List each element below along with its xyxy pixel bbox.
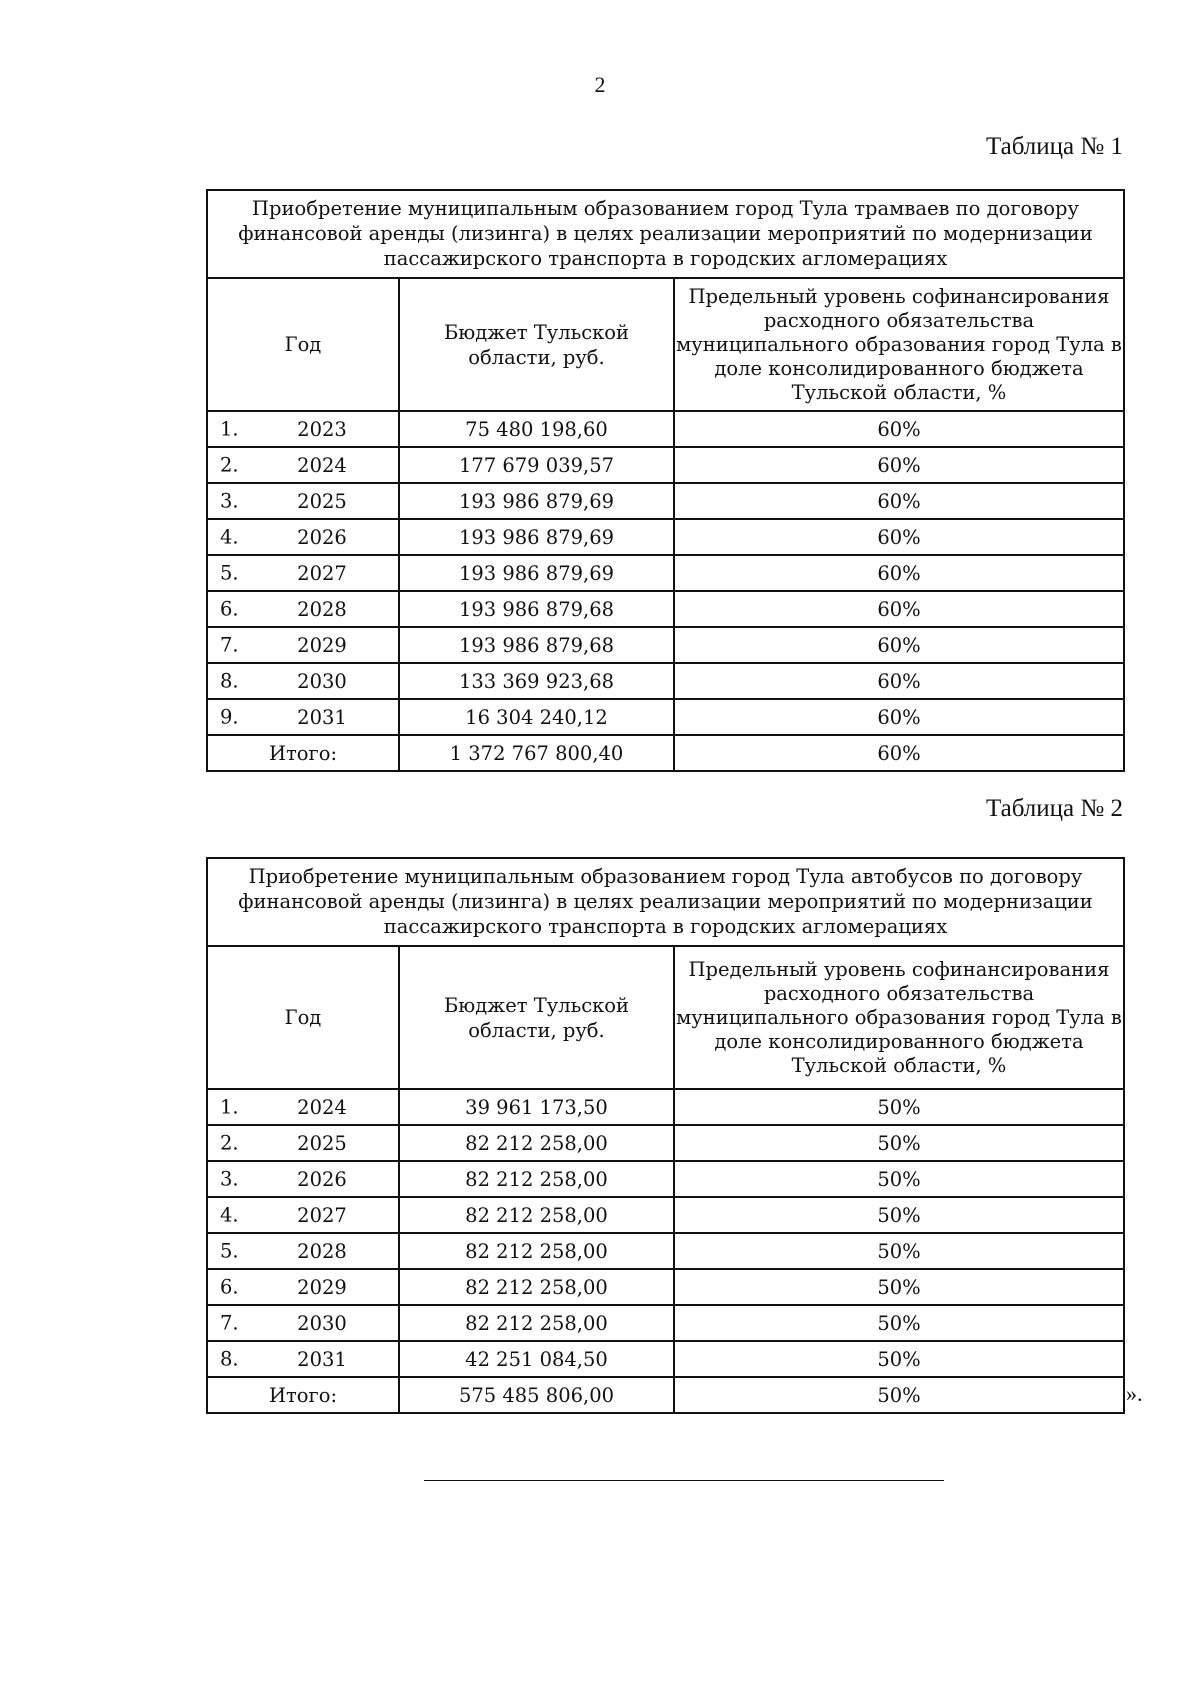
table-1-tram-leasing <box>206 189 1125 772</box>
row-number: 1. <box>220 417 239 441</box>
row-number: 2. <box>220 1131 239 1155</box>
rate-cell: 50% <box>674 1125 1124 1161</box>
table-row <box>207 519 1124 555</box>
table-row <box>207 1089 1124 1125</box>
rate-cell: 60% <box>674 591 1124 627</box>
budget-cell: 82 212 258,00 <box>399 1197 674 1233</box>
rate-cell: 50% <box>674 1233 1124 1269</box>
year-cell <box>207 519 399 555</box>
table-2-caption: Таблица № 2 <box>985 795 1123 822</box>
table-row <box>207 1269 1124 1305</box>
row-year: 2025 <box>297 1131 347 1155</box>
total-label: Итого: <box>207 735 399 771</box>
year-cell <box>207 1125 399 1161</box>
budget-cell: 75 480 198,60 <box>399 411 674 447</box>
row-year: 2028 <box>297 597 347 621</box>
row-number: 8. <box>220 669 239 693</box>
header-budget: Бюджет Тульской области, руб. <box>399 946 674 1089</box>
row-year: 2024 <box>297 1095 347 1119</box>
year-cell <box>207 591 399 627</box>
total-budget: 1 372 767 800,40 <box>399 735 674 771</box>
row-number: 4. <box>220 1203 239 1227</box>
table-row <box>207 1197 1124 1233</box>
row-year: 2027 <box>297 1203 347 1227</box>
rate-cell: 50% <box>674 1197 1124 1233</box>
total-rate: 50% <box>674 1377 1124 1413</box>
budget-cell: 177 679 039,57 <box>399 447 674 483</box>
year-cell <box>207 1161 399 1197</box>
budget-cell: 82 212 258,00 <box>399 1305 674 1341</box>
row-year: 2030 <box>297 1311 347 1335</box>
budget-cell: 133 369 923,68 <box>399 663 674 699</box>
row-number: 6. <box>220 1275 239 1299</box>
year-cell <box>207 447 399 483</box>
row-year: 2031 <box>297 705 347 729</box>
year-cell <box>207 1269 399 1305</box>
row-number: 5. <box>220 561 239 585</box>
budget-cell: 16 304 240,12 <box>399 699 674 735</box>
year-cell <box>207 483 399 519</box>
row-year: 2030 <box>297 669 347 693</box>
table-body <box>207 411 1124 771</box>
row-number: 8. <box>220 1347 239 1371</box>
table-row <box>207 1305 1124 1341</box>
table-row <box>207 411 1124 447</box>
year-cell <box>207 1197 399 1233</box>
total-row <box>207 735 1124 771</box>
table-row <box>207 447 1124 483</box>
end-divider-line <box>424 1480 944 1481</box>
table-row <box>207 1161 1124 1197</box>
budget-cell: 82 212 258,00 <box>399 1269 674 1305</box>
page-number: 2 <box>594 72 606 97</box>
row-number: 9. <box>220 705 239 729</box>
rate-cell: 60% <box>674 699 1124 735</box>
row-year: 2029 <box>297 633 347 657</box>
year-cell <box>207 627 399 663</box>
budget-cell: 193 986 879,69 <box>399 555 674 591</box>
row-number: 1. <box>220 1095 239 1119</box>
closing-quote: ». <box>1126 1381 1143 1406</box>
year-cell <box>207 1305 399 1341</box>
year-cell <box>207 663 399 699</box>
row-number: 2. <box>220 453 239 477</box>
budget-cell: 39 961 173,50 <box>399 1089 674 1125</box>
budget-cell: 82 212 258,00 <box>399 1233 674 1269</box>
row-year: 2027 <box>297 561 347 585</box>
row-year: 2031 <box>297 1347 347 1371</box>
table-body <box>207 1089 1124 1413</box>
row-number: 5. <box>220 1239 239 1263</box>
budget-cell: 82 212 258,00 <box>399 1125 674 1161</box>
table-row <box>207 591 1124 627</box>
table-row <box>207 1125 1124 1161</box>
total-rate: 60% <box>674 735 1124 771</box>
table-row <box>207 1341 1124 1377</box>
budget-cell: 193 986 879,69 <box>399 483 674 519</box>
header-year: Год <box>207 278 399 411</box>
table-row <box>207 483 1124 519</box>
header-rate: Предельный уровень софинансирования расходного обязательства муниципального образования город Тула в доле консолидированного бюджета Тульской области, % <box>674 278 1124 411</box>
table-row <box>207 699 1124 735</box>
rate-cell: 50% <box>674 1089 1124 1125</box>
rate-cell: 50% <box>674 1269 1124 1305</box>
total-row <box>207 1377 1124 1413</box>
row-year: 2024 <box>297 453 347 477</box>
table-row <box>207 627 1124 663</box>
rate-cell: 60% <box>674 555 1124 591</box>
header-year: Год <box>207 946 399 1089</box>
row-year: 2025 <box>297 489 347 513</box>
total-label: Итого: <box>207 1377 399 1413</box>
budget-cell: 42 251 084,50 <box>399 1341 674 1377</box>
row-year: 2028 <box>297 1239 347 1263</box>
table-row <box>207 663 1124 699</box>
row-year: 2026 <box>297 1167 347 1191</box>
rate-cell: 60% <box>674 447 1124 483</box>
rate-cell: 60% <box>674 519 1124 555</box>
budget-cell: 193 986 879,68 <box>399 591 674 627</box>
row-number: 7. <box>220 1311 239 1335</box>
rate-cell: 50% <box>674 1305 1124 1341</box>
row-year: 2029 <box>297 1275 347 1299</box>
rate-cell: 60% <box>674 411 1124 447</box>
row-number: 3. <box>220 1167 239 1191</box>
year-cell <box>207 411 399 447</box>
table-1-caption: Таблица № 1 <box>985 133 1123 160</box>
total-budget: 575 485 806,00 <box>399 1377 674 1413</box>
year-cell <box>207 699 399 735</box>
table-row <box>207 555 1124 591</box>
year-cell <box>207 1089 399 1125</box>
row-year: 2023 <box>297 417 347 441</box>
budget-cell: 82 212 258,00 <box>399 1161 674 1197</box>
table-2-bus-leasing <box>206 857 1125 1414</box>
rate-cell: 60% <box>674 663 1124 699</box>
header-rate: Предельный уровень софинансирования расходного обязательства муниципального образования город Тула в доле консолидированного бюджета Тульской области, % <box>674 946 1124 1089</box>
budget-cell: 193 986 879,69 <box>399 519 674 555</box>
table-title: Приобретение муниципальным образованием город Тула трамваев по договору финансовой аренды (лизинга) в целях реализации мероприятий по модернизации пассажирского транспорта в городских агломерациях <box>207 190 1124 278</box>
row-number: 7. <box>220 633 239 657</box>
rate-cell: 50% <box>674 1161 1124 1197</box>
rate-cell: 60% <box>674 483 1124 519</box>
table-title: Приобретение муниципальным образованием город Тула автобусов по договору финансовой аренды (лизинга) в целях реализации мероприятий по модернизации пассажирского транспорта в городских агломерациях <box>207 858 1124 946</box>
rate-cell: 50% <box>674 1341 1124 1377</box>
row-number: 6. <box>220 597 239 621</box>
row-number: 3. <box>220 489 239 513</box>
budget-cell: 193 986 879,68 <box>399 627 674 663</box>
year-cell <box>207 555 399 591</box>
row-year: 2026 <box>297 525 347 549</box>
table-row <box>207 1233 1124 1269</box>
row-number: 4. <box>220 525 239 549</box>
header-budget: Бюджет Тульской области, руб. <box>399 278 674 411</box>
rate-cell: 60% <box>674 627 1124 663</box>
year-cell <box>207 1341 399 1377</box>
year-cell <box>207 1233 399 1269</box>
